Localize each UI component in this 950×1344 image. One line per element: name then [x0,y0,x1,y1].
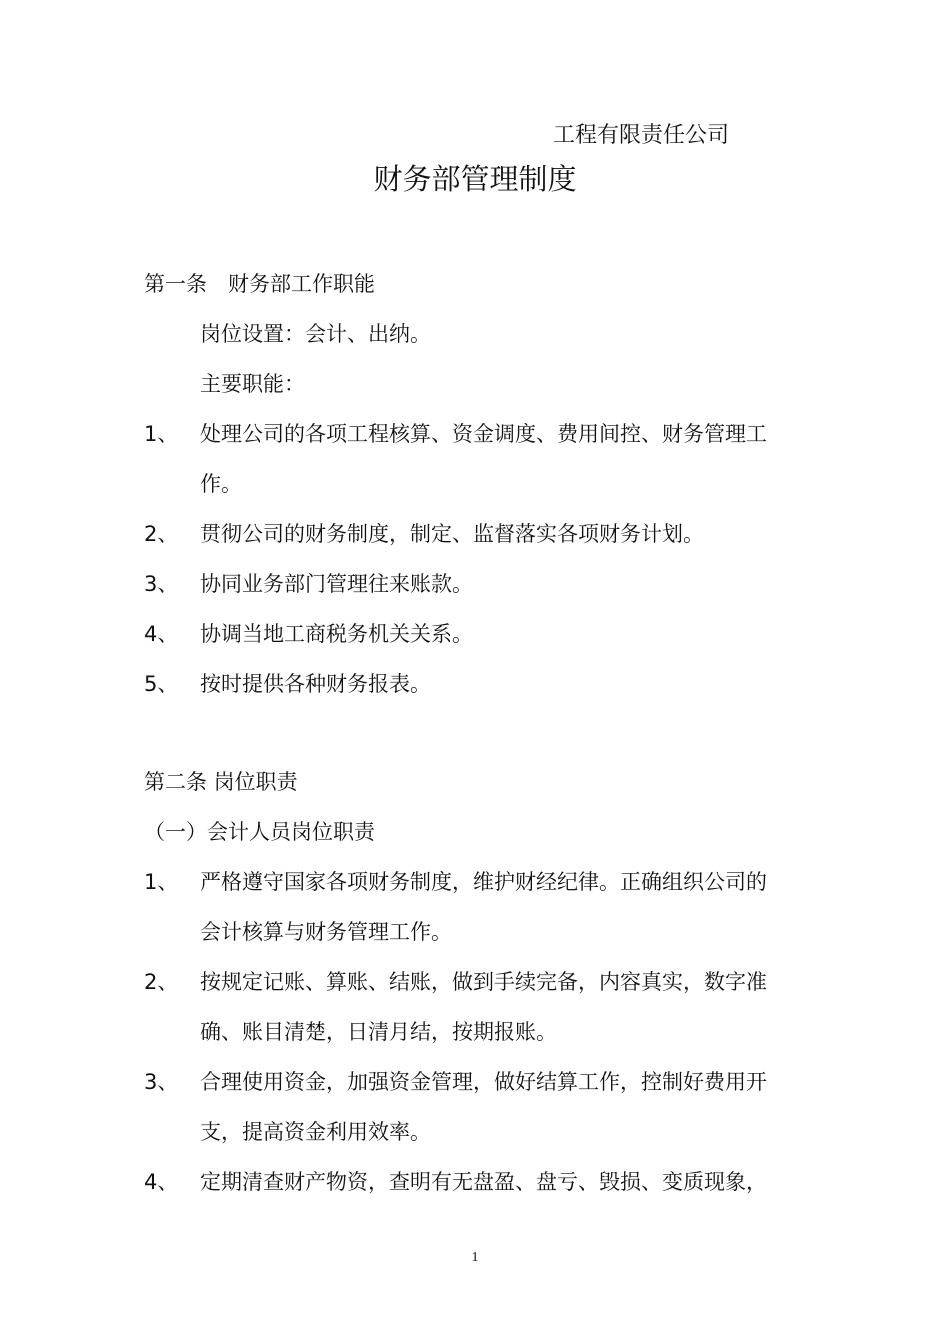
article1-heading: 第一条 财务部工作职能 [144,272,375,296]
main-functions-label: 主要职能： [200,372,305,396]
list-item-number: 5、 [144,672,179,696]
list-item-text: 协调当地工商税务机关关系。 [200,622,473,646]
positions-text: 岗位设置：会计、出纳。 [200,322,431,346]
page-number: 1 [471,1250,479,1265]
list-item-number: 2、 [144,970,179,994]
list-item-number: 4、 [144,1170,179,1194]
list-item-text: 作。 [200,472,242,496]
list-item-number: 1、 [144,422,179,446]
list-item-number: 3、 [144,1070,179,1094]
list-item-text: 处理公司的各项工程核算、资金调度、费用间控、财务管理工 [200,422,767,446]
article2-heading: 第二条 岗位职责 [144,770,298,794]
list-item-number: 2、 [144,522,179,546]
list-item-number: 1、 [144,870,179,894]
list-item-text: 贯彻公司的财务制度，制定、监督落实各项财务计划。 [200,522,704,546]
document-title: 财务部管理制度 [373,162,577,196]
list-item-text: 按时提供各种财务报表。 [200,672,431,696]
list-item-text: 合理使用资金，加强资金管理，做好结算工作，控制好费用开 [200,1070,767,1094]
company-name: 工程有限责任公司 [553,123,730,148]
list-item-text: 按规定记账、算账、结账，做到手续完备，内容真实，数字准 [200,970,767,994]
list-item-text: 会计核算与财务管理工作。 [200,920,452,944]
list-item-text: 协同业务部门管理往来账款。 [200,572,473,596]
list-item-number: 3、 [144,572,179,596]
list-item-text: 定期清查财产物资，查明有无盘盈、盘亏、毁损、变质现象， [200,1170,767,1194]
list-item-text: 支，提高资金利用效率。 [200,1120,431,1144]
article2-subheading: （一）会计人员岗位职责 [144,820,375,844]
list-item-number: 4、 [144,622,179,646]
list-item-text: 确、账目清楚，日清月结，按期报账。 [200,1020,557,1044]
list-item-text: 严格遵守国家各项财务制度，维护财经纪律。正确组织公司的 [200,870,767,894]
